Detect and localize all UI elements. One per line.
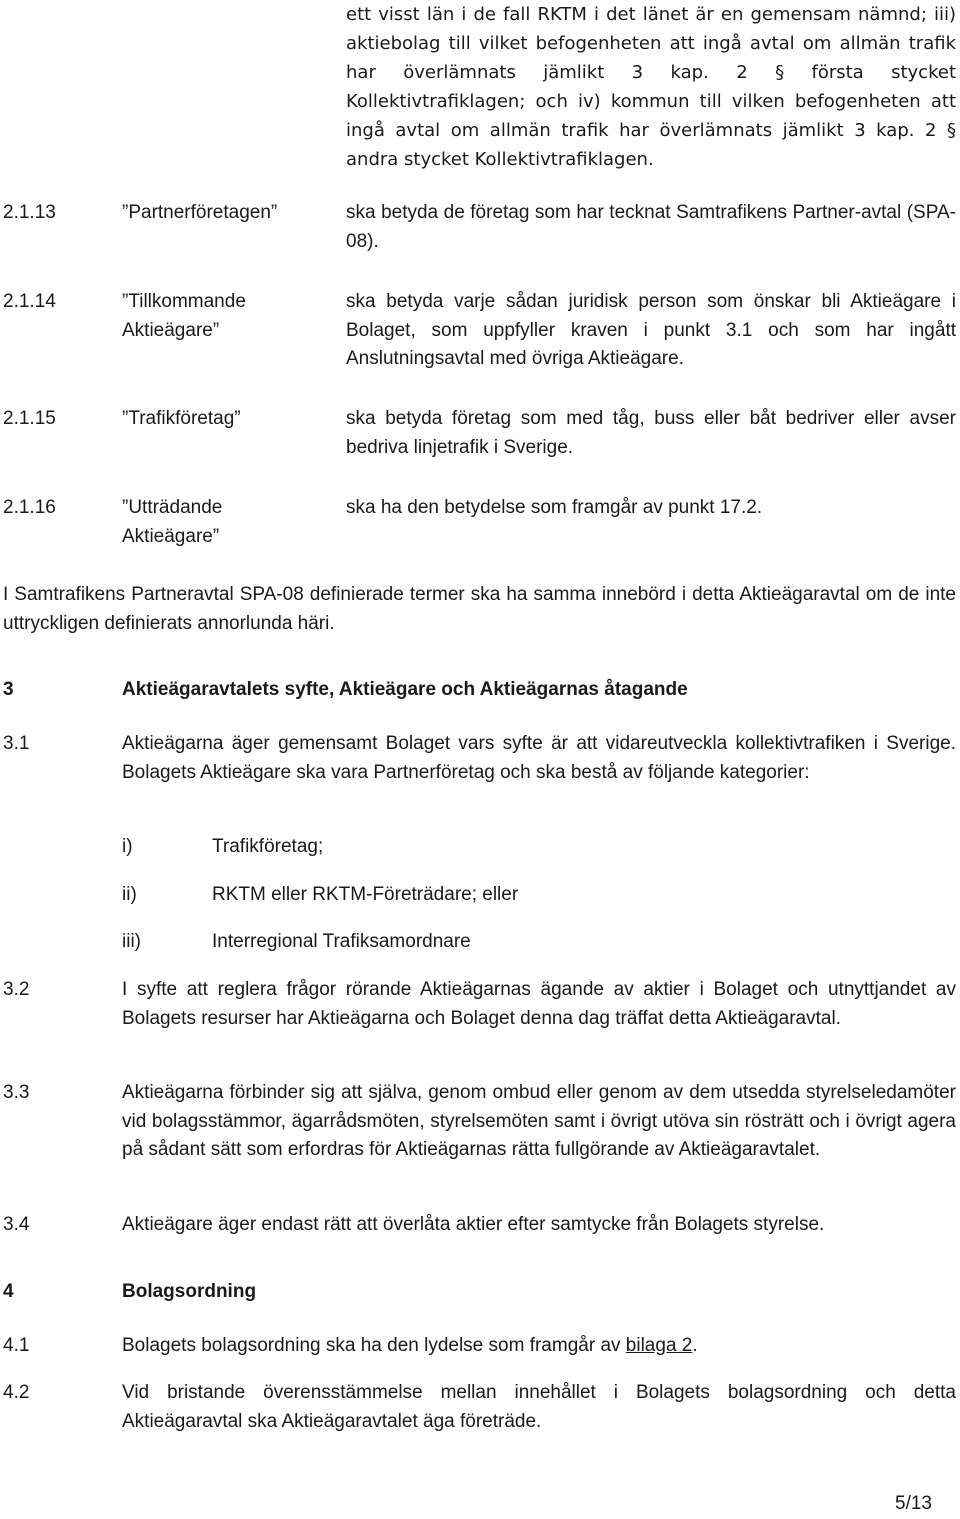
section-4-title: Bolagsordning <box>122 1281 257 1302</box>
section-3-number: 3 <box>3 679 14 700</box>
definition-term: ”Utträdande Aktieägare” <box>122 497 223 547</box>
definition-term: ”Tillkommande Aktieägare” <box>122 291 246 341</box>
definition-text: ska betyda varje sådan juridisk person som önskar bli Aktieägare i Bolaget, som uppfyller kraven i punkt 3.1 och som har ingått Anslutningsavtal med övriga Aktieägare. <box>346 291 956 369</box>
definition-number: 2.1.14 <box>3 291 56 312</box>
clause-4-1-text-before: Bolagets bolagsordning ska ha den lydelse som framgår av <box>122 1335 626 1356</box>
definition-text: ska ha den betydelse som framgår av punkt 17.2. <box>346 497 763 518</box>
clause-4-2-text: Vid bristande överensstämmelse mellan innehållet i Bolagets bolagsordning och detta Aktieägaravtal ska Aktieägaravtalet äga företräde. <box>122 1382 956 1432</box>
definition-term: ”Partnerföretagen” <box>122 202 278 223</box>
definition-term: ”Trafikföretag” <box>122 408 241 429</box>
clause-3-3-number: 3.3 <box>3 1082 30 1103</box>
section-4-number: 4 <box>3 1281 14 1302</box>
clause-4-1-number: 4.1 <box>3 1335 30 1356</box>
definition-text: ska betyda de företag som har tecknat Samtrafikens Partner-avtal (SPA-08). <box>346 202 956 252</box>
closing-paragraph: I Samtrafikens Partneravtal SPA-08 definierade termer ska ha samma innebörd i detta Aktieägaravtal om de inte uttryckligen definierats annorlunda häri. <box>3 584 956 634</box>
clause-4-2-number: 4.2 <box>3 1382 30 1403</box>
definition-number: 2.1.13 <box>3 202 56 223</box>
clause-3-1-number: 3.1 <box>3 733 30 754</box>
clause-3-4-number: 3.4 <box>3 1214 30 1235</box>
clause-3-2-number: 3.2 <box>3 979 30 1000</box>
list-item-number: ii) <box>122 884 137 905</box>
definition-number: 2.1.15 <box>3 408 56 429</box>
list-item-number: iii) <box>122 931 141 952</box>
clause-3-1-text: Aktieägarna äger gemensamt Bolaget vars syfte är att vidareutveckla kollektivtrafiken i Sverige. Bolagets Aktieägare ska vara Partnerföretag och ska bestå av följande kategorier: <box>122 733 956 783</box>
definition-text: ska betyda företag som med tåg, buss eller båt bedriver eller avser bedriva linjetrafik i Sverige. <box>346 408 956 458</box>
list-item-text: RKTM eller RKTM-Företrädare; eller <box>212 884 519 905</box>
list-item-text: Trafikföretag; <box>212 836 324 857</box>
clause-3-4-text: Aktieägare äger endast rätt att överlåta aktier efter samtycke från Bolagets styrelse. <box>122 1214 825 1235</box>
definition-number: 2.1.16 <box>3 497 56 518</box>
clause-3-2-text: I syfte att reglera frågor rörande Aktieägarnas ägande av aktier i Bolaget och utnyttjandet av Bolagets resurser har Aktieägarna och Bolaget denna dag träffat detta Aktieägaravtal. <box>122 979 956 1029</box>
list-item-text: Interregional Trafiksamordnare <box>212 931 471 952</box>
clause-3-3-text: Aktieägarna förbinder sig att själva, genom ombud eller genom av dem utsedda styrelseledamöter vid bolagsstämmor, ägarrådsmöten, styrelsemöten samt i övrigt utöva sin rösträtt och i övrigt agera på sådant sätt som erfordras för Aktieägarnas rätta fullgörande av Aktieägaravtalet. <box>122 1082 956 1160</box>
intro-paragraph: ett visst län i de fall RKTM i det länet är en gemensam nämnd; iii) aktiebolag till vilket befogenheten att ingå avtal om allmän trafik har överlämnats jämlikt 3 kap. 2 § första stycket Kollektivtrafiklagen; och iv) kommun till vilken befogenheten att ingå avtal om allmän trafik har överlämnats jämlikt 3 kap. 2 § andra stycket Kollektivtrafiklagen. <box>346 4 956 170</box>
page-number: 5/13 <box>895 1493 932 1514</box>
clause-4-1-text <box>122 1332 956 1361</box>
list-item-number: i) <box>122 836 133 857</box>
clause-4-1-text-after: . <box>692 1335 698 1356</box>
section-3-title: Aktieägaravtalets syfte, Aktieägare och Aktieägarnas åtagande <box>122 679 688 700</box>
bilaga-2-link[interactable]: bilaga 2 <box>625 1335 693 1356</box>
